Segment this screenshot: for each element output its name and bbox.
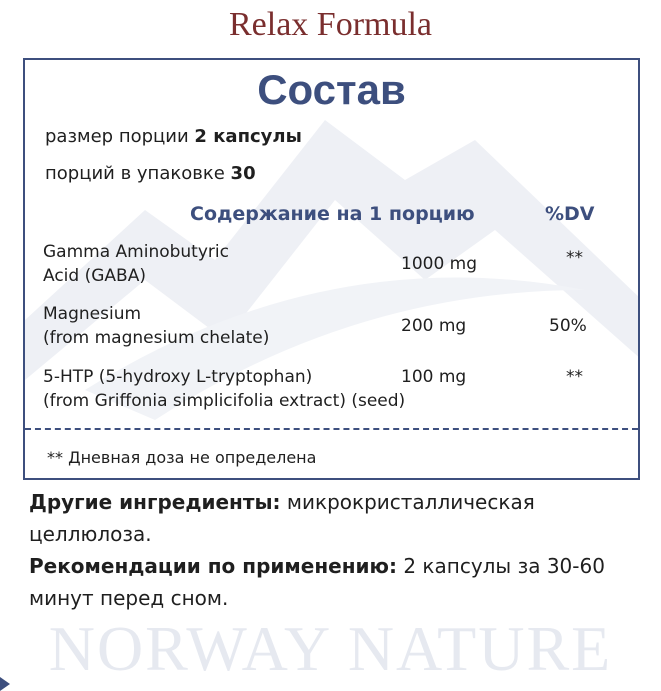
ingredient-dv: 50%: [549, 316, 587, 336]
dashed-divider: [25, 428, 638, 430]
serving-size-line: [45, 126, 302, 147]
footnote: ** Дневная доза не определена: [47, 448, 317, 467]
ingredient-amount: 100 mg: [401, 367, 467, 387]
ingredient-amount: 200 mg: [401, 316, 467, 336]
serving-size-label: размер порции: [45, 126, 189, 147]
ingredient-name: 5-HTP (5-hydroxy L-tryptophan): [43, 367, 313, 387]
composition-heading: Состав: [257, 66, 406, 113]
other-ingredients-text: микрокристаллическая целлюлоза.: [29, 490, 535, 546]
product-title: Relax Formula: [228, 6, 433, 43]
servings-label: порций в упаковке: [45, 163, 225, 184]
corner-triangle-icon: [0, 677, 10, 691]
ingredient-dv: **: [566, 367, 583, 387]
servings-value: 30: [230, 163, 256, 184]
usage-instructions: [29, 550, 639, 614]
ingredient-name: Gamma Aminobutyric: [43, 242, 229, 262]
dv-column-header: %DV: [545, 203, 595, 225]
ingredient-detail: Acid (GABA): [43, 266, 146, 286]
ingredient-name: Magnesium: [43, 304, 142, 324]
other-ingredients: [29, 486, 639, 550]
servings-per-container-line: [45, 163, 256, 184]
ingredient-amount: 1000 mg: [401, 254, 478, 274]
amount-column-header: Содержание на 1 порцию: [190, 203, 475, 225]
usage-label: Рекомендации по применению:: [29, 554, 397, 578]
other-ingredients-label: Другие ингредиенты:: [29, 490, 281, 514]
ingredient-detail: (from Griffonia simplicifolia extract) (seed): [43, 391, 406, 411]
brand-watermark: NORWAY NATURE: [48, 613, 613, 684]
usage-text: 2 капсулы за 30-60 минут перед сном.: [29, 554, 605, 610]
ingredient-detail: (from magnesium chelate): [43, 328, 270, 348]
ingredient-dv: **: [566, 248, 583, 268]
supplement-facts-panel: [23, 58, 640, 480]
serving-size-value: 2 капсулы: [194, 126, 302, 147]
